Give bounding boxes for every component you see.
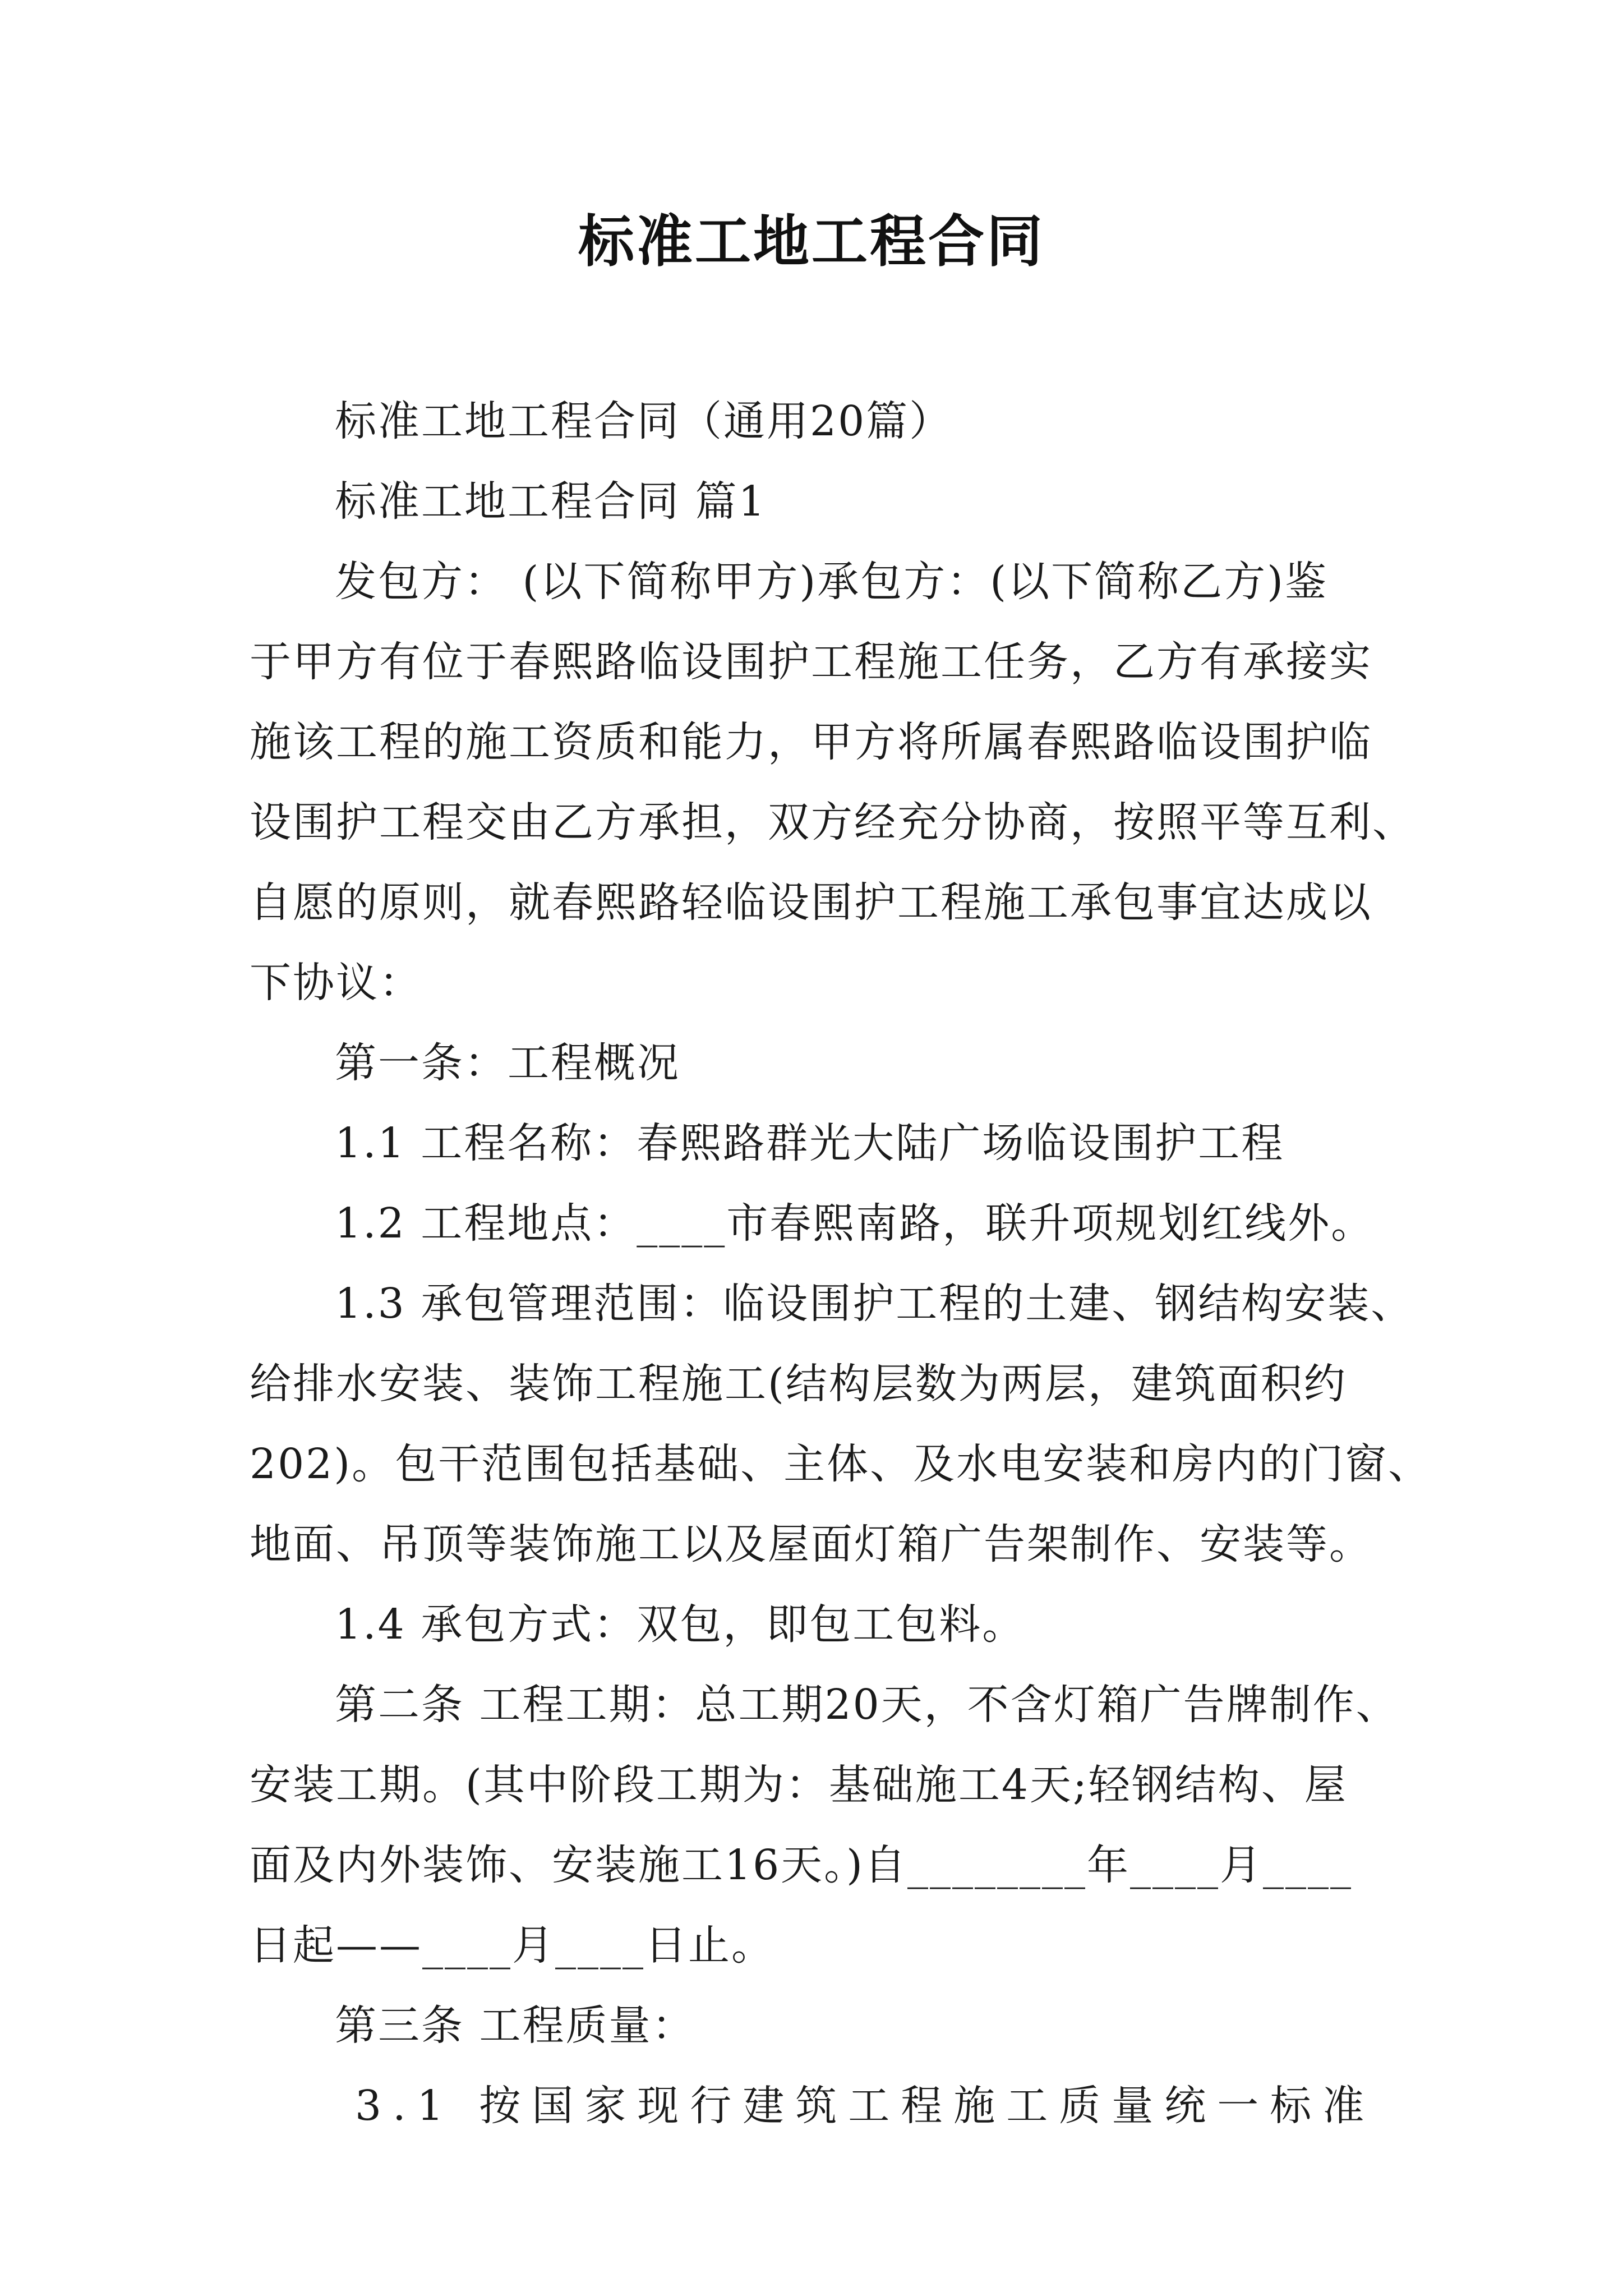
paragraph-line: 202)。包干范围包括基础、主体、及水电安装和房内的门窗、 xyxy=(250,1440,1432,1488)
paragraph-line: 施该工程的施工资质和能力，甲方将所属春熙路临设围护临 xyxy=(250,718,1372,766)
paragraph-line: 标准工地工程合同（通用20篇） xyxy=(335,397,953,445)
section-heading: 第一条：工程概况 xyxy=(335,1039,680,1087)
paragraph-line: 1.3 承包管理范围：临设围护工程的土建、钢结构安装、 xyxy=(335,1280,1414,1328)
paragraph-line: 自愿的原则，就春熙路轻临设围护工程施工承包事宜达成以 xyxy=(250,878,1372,927)
paragraph-line: 给排水安装、装饰工程施工(结构层数为两层，建筑面积约 xyxy=(250,1360,1347,1408)
document-body xyxy=(250,381,1432,2146)
paragraph-line: 标准工地工程合同 篇1 xyxy=(335,477,767,526)
paragraph-line: 1.1 工程名称：春熙路群光大陆广场临设围护工程 xyxy=(335,1119,1285,1167)
paragraph-line: 发包方： (以下简称甲方)承包方：(以下简称乙方)鉴 xyxy=(335,558,1329,606)
paragraph-line: 地面、吊顶等装饰施工以及屋面灯箱广告架制作、安装等。 xyxy=(250,1520,1372,1568)
paragraph-line: 下协议： xyxy=(250,959,422,1007)
document-title: 标准工地工程合同 xyxy=(578,208,1045,274)
paragraph-line: 3.1 按国家现行建筑工程施工质量统一标准 xyxy=(355,2082,1376,2130)
paragraph-line: 面及内外装饰、安装施工16天。)自________年____月____ xyxy=(250,1841,1353,1889)
section-heading: 第二条 工程工期：总工期20天，不含灯箱广告牌制作、 xyxy=(335,1681,1399,1729)
paragraph-line: 安装工期。(其中阶段工期为：基础施工4天;轻钢结构、屋 xyxy=(250,1761,1348,1809)
paragraph-line: 于甲方有位于春熙路临设围护工程施工任务，乙方有承接实 xyxy=(250,638,1372,686)
paragraph-line: 1.4 承包方式：双包，即包工包料。 xyxy=(335,1600,1026,1649)
section-heading: 第三条 工程质量： xyxy=(335,2001,695,2050)
paragraph-line: 日起——____月____日止。 xyxy=(250,1921,774,1970)
paragraph-line: 1.2 工程地点：____市春熙南路，联升项规划红线外。 xyxy=(335,1199,1375,1248)
paragraph-line: 设围护工程交由乙方承担，双方经充分协商，按照平等互利、 xyxy=(250,798,1415,846)
